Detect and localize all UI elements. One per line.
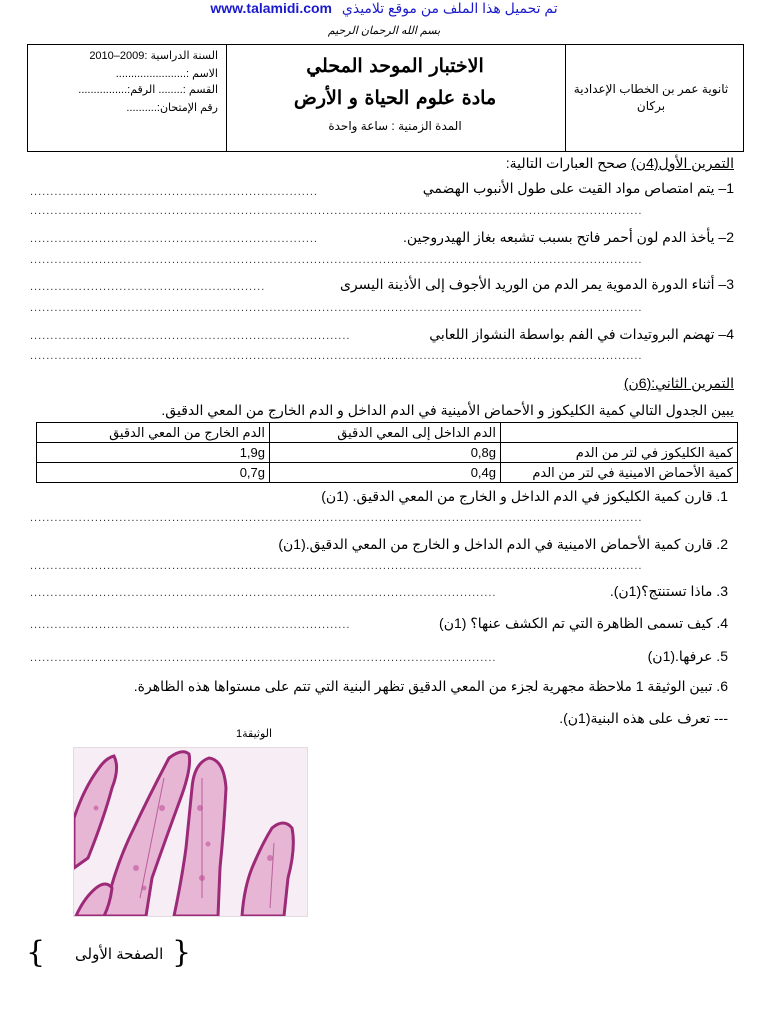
exercise2-label: التمرين الثاني:(6ن) [623, 375, 734, 391]
exercise1-label: التمرين الأول(4ن) [631, 155, 734, 171]
answer-dots: ....................................................................... [30, 233, 318, 245]
question-5: 5. عرفها.(1ن) [647, 648, 728, 664]
exercise1-item-2: 2– يأخذ الدم لون أحمر فاتح بسبب تشبعه بغاز الهيدروجين. [403, 229, 734, 245]
footer-brace-left: { [26, 935, 46, 970]
basmala: بسم الله الرحمان الرحيم [327, 25, 441, 37]
question-6-sub: --- تعرف على هذه البنية(1ن). [559, 710, 728, 726]
answer-dots: ....................................................................................................................................................... [30, 512, 643, 524]
title-cell [225, 45, 565, 151]
exam-title: الاختبار الموحد المحلي [306, 55, 484, 77]
table-cell: 1,9g [37, 443, 270, 463]
answer-dots: ....................................................................................................................................................... [30, 560, 643, 572]
document-label: الوثيقة1 [236, 728, 273, 740]
table-row [37, 463, 738, 483]
answer-dots: .......................................................... [30, 281, 266, 293]
answer-dots: ....................................................................................................................................................... [30, 254, 643, 266]
question-3: 3. ماذا تستنتج؟(1ن). [609, 583, 728, 599]
table-header-cell [501, 423, 738, 443]
answer-dots: ............................................................................... [30, 619, 351, 631]
exercise1-item-3: 3– أثناء الدورة الدموية يمر الدم من الوريد الأجوف إلى الأذينة اليسرى [339, 276, 734, 292]
exam-header [27, 44, 744, 152]
table-cell: 0,4g [270, 463, 501, 483]
table-row [37, 443, 738, 463]
school-city: بركان [636, 99, 666, 113]
school-name: ثانوية عمر بن الخطاب الإعدادية [573, 82, 729, 96]
glucose-aminoacid-table [36, 422, 738, 483]
exercise1-title [506, 155, 734, 172]
exercise1-instruction: صحح العبارات التالية: [505, 155, 628, 171]
answer-dots: ................................................................................................................... [30, 652, 497, 664]
exercise2-intro: يبين الجدول التالي كمية الكليكوز و الأحماض الأمينية في الدم الداخل و الدم الخارج من المعي الدقيق. [161, 402, 734, 418]
page-label: الصفحة الأولى [75, 946, 164, 963]
table-cell: كمية الكليكوز في لتر من الدم [501, 443, 738, 463]
table-header-cell: الدم الخارج من المعي الدقيق [37, 423, 270, 443]
table-header-cell: الدم الداخل إلى المعي الدقيق [270, 423, 501, 443]
school-year: السنة الدراسية :2009–2010 [89, 50, 218, 62]
exercise1-item-4: 4– تهضم البروتيدات في الفم بواسطة النشواز اللعابي [429, 326, 734, 342]
exam-number-field: رقم الإمتحان:.......... [126, 102, 218, 114]
question-6: 6. تبين الوثيقة 1 ملاحظة مجهرية لجزء من المعي الدقيق تظهر البنية التي تتم على مستواها هذه الظاهرة. [133, 678, 728, 694]
answer-dots: ....................................................................... [30, 186, 318, 198]
answer-dots: ....................................................................................................................................................... [30, 302, 643, 314]
table-cell: كمية الأحماض الامينية في لتر من الدم [501, 463, 738, 483]
answer-dots: ....................................................................................................................................................... [30, 350, 643, 362]
subject-title: مادة علوم الحياة و الأرض [293, 87, 497, 109]
question-2: 2. قارن كمية الأحماض الامينية في الدم الداخل و الخارج من المعي الدقيق.(1ن) [278, 536, 728, 552]
download-note: تم تحميل هذا الملف من موقع تلاميذي [341, 0, 558, 16]
student-name-field: الاسم :....................... [115, 68, 218, 80]
table-cell: 0,7g [37, 463, 270, 483]
villi-micrograph [73, 747, 308, 917]
villi-image [74, 748, 307, 916]
question-4: 4. كيف تسمى الظاهرة التي تم الكشف عنها؟ (1ن) [439, 615, 728, 631]
footer-brace-right: } [172, 935, 192, 970]
student-info-cell [28, 45, 227, 151]
school-cell [565, 45, 743, 151]
exam-duration: المدة الزمنية : ساعة واحدة [328, 119, 462, 133]
table-cell: 0,8g [270, 443, 501, 463]
source-banner [0, 0, 768, 20]
table-header-row [37, 423, 738, 443]
answer-dots: ............................................................................... [30, 330, 351, 342]
exercise1-item-1: 1– يتم امتصاص مواد القيت على طول الأنبوب الهضمي [422, 180, 734, 196]
answer-dots: ....................................................................................................................................................... [30, 205, 643, 217]
answer-dots: ................................................................................................................... [30, 587, 497, 599]
question-1: 1. قارن كمية الكليكوز في الدم الداخل و الخارج من المعي الدقيق. (1ن) [321, 488, 728, 504]
exercise2-title [624, 375, 734, 392]
site-link[interactable]: www.talamidi.com [210, 0, 332, 16]
class-number-field: القسم :........ الرقم:................ [78, 84, 218, 96]
